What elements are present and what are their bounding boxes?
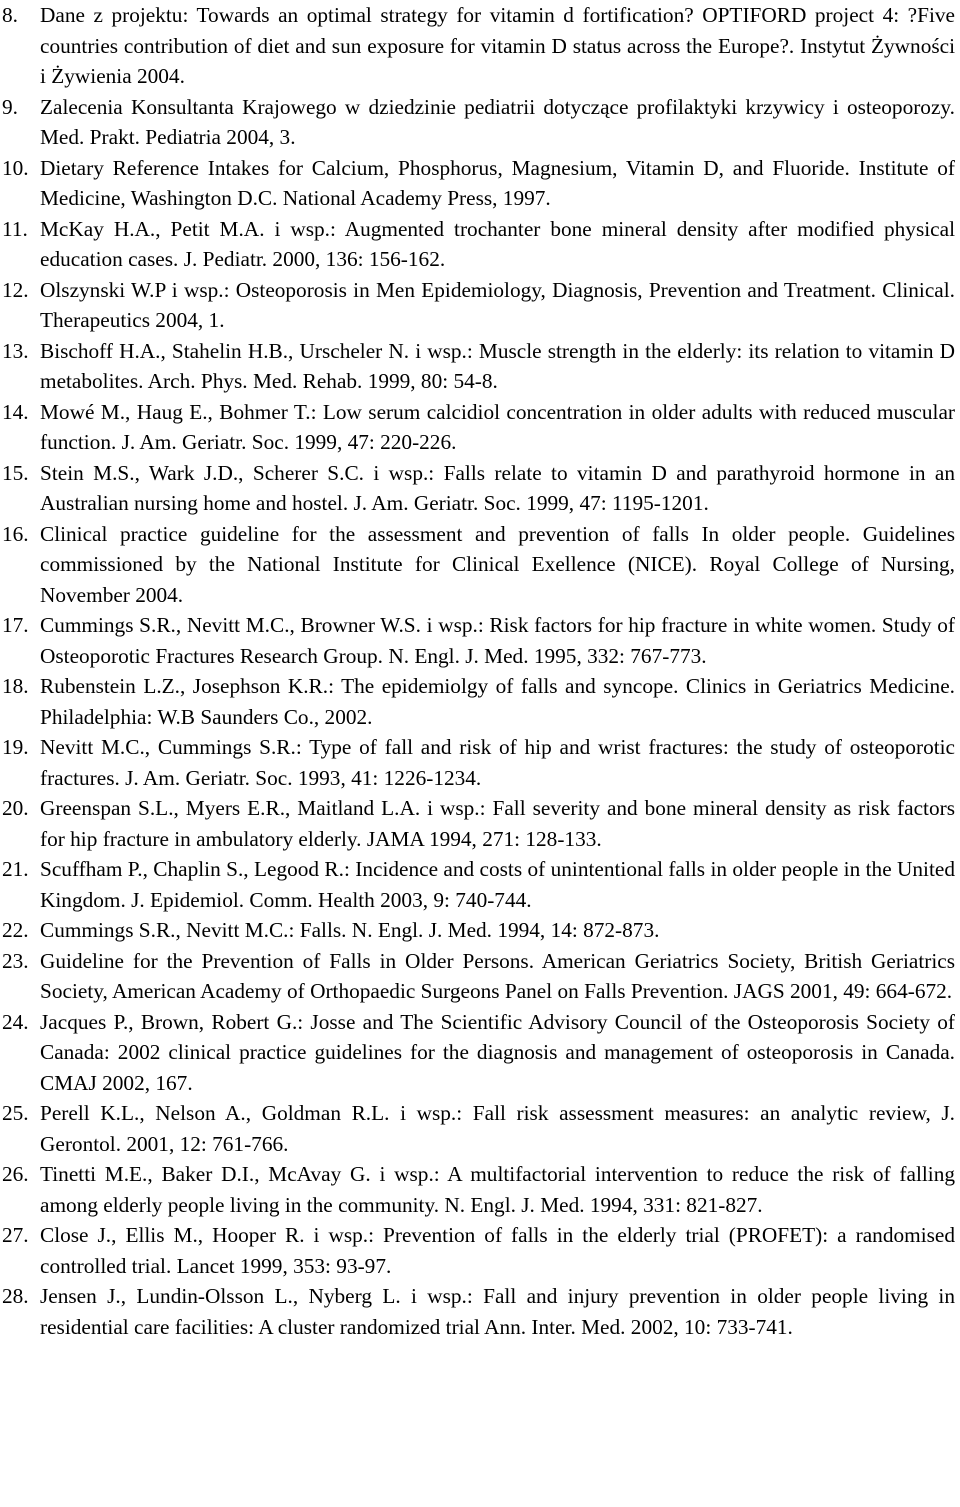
reference-text: Jensen J., Lundin-Olsson L., Nyberg L. i wsp.: Fall and injury prevention in older people living in residential care facilities: A cluster randomized trial Ann. Inter. Med. 2002, 10: 733-741. — [40, 1284, 955, 1339]
reference-item — [2, 153, 955, 214]
reference-number: 25. — [2, 1101, 29, 1125]
reference-item — [2, 732, 955, 793]
reference-item — [2, 1159, 955, 1220]
reference-text: Mowé M., Haug E., Bohmer T.: Low serum calcidiol concentration in older adults with reduced muscular function. J. Am. Geriatr. Soc. 1999, 47: 220-226. — [40, 399, 955, 454]
reference-item — [2, 854, 955, 915]
reference-number: 9. — [2, 94, 18, 119]
reference-item — [2, 946, 955, 1007]
reference-text: Perell K.L., Nelson A., Goldman R.L. i wsp.: Fall risk assessment measures: an analytic review, J. Gerontol. 2001, 12: 761-766. — [40, 1101, 955, 1156]
reference-number: 20. — [2, 796, 29, 820]
reference-item — [2, 275, 955, 336]
reference-text: Dietary Reference Intakes for Calcium, Phosphorus, Magnesium, Vitamin D, and Fluoride. Institute of Medicine, Washington D.C. National Academy Press, 1997. — [40, 155, 955, 210]
reference-number: 16. — [2, 521, 29, 546]
reference-text: McKay H.A., Petit M.A. i wsp.: Augmented trochanter bone mineral density after modified physical education cases. J. Pediatr. 2000, 136: 156-162. — [40, 216, 955, 271]
reference-number: 19. — [2, 735, 29, 759]
reference-text: Greenspan S.L., Myers E.R., Maitland L.A. i wsp.: Fall severity and bone mineral density as risk factors for hip fracture in ambulatory elderly. JAMA 1994, 271: 128-133. — [40, 796, 955, 851]
reference-number: 8. — [2, 3, 18, 27]
reference-number: 26. — [2, 1162, 29, 1186]
reference-text: Nevitt M.C., Cummings S.R.: Type of fall and risk of hip and wrist fractures: the study of osteoporotic fractures. J. Am. Geriatr. Soc. 1993, 41: 1226-1234. — [40, 735, 955, 790]
reference-item — [2, 0, 955, 92]
reference-item — [2, 1220, 955, 1281]
reference-item — [2, 92, 955, 153]
reference-item — [2, 1007, 955, 1099]
reference-number: 14. — [2, 399, 29, 424]
reference-number: 23. — [2, 948, 29, 973]
reference-number: 24. — [2, 1009, 29, 1034]
reference-text: Scuffham P., Chaplin S., Legood R.: Incidence and costs of unintentional falls in older people in the United Kingdom. J. Epidemiol. Comm. Health 2003, 9: 740-744. — [40, 857, 955, 912]
reference-text: Tinetti M.E., Baker D.I., McAvay G. i wsp.: A multifactorial intervention to reduce the risk of falling among elderly people living in the community. N. Engl. J. Med. 1994, 331: 821-827. — [40, 1162, 955, 1217]
reference-item — [2, 915, 955, 946]
reference-text: Jacques P., Brown, Robert G.: Josse and The Scientific Advisory Council of the Osteoporosis Society of Canada: 2002 clinical practice guidelines for the diagnosis and management of osteoporosis in Canada. CMAJ 2002, 167. — [40, 1009, 955, 1095]
reference-text: Bischoff H.A., Stahelin H.B., Urscheler N. i wsp.: Muscle strength in the elderly: its relation to vitamin D metabolites. Arch. Phys. Med. Rehab. 1999, 80: 54-8. — [40, 338, 955, 393]
reference-item — [2, 214, 955, 275]
reference-item — [2, 336, 955, 397]
reference-number: 28. — [2, 1284, 29, 1308]
reference-number: 22. — [2, 918, 29, 942]
reference-text: Close J., Ellis M., Hooper R. i wsp.: Prevention of falls in the elderly trial (PROFET): a randomised controlled trial. Lancet 1999, 353: 93-97. — [40, 1223, 955, 1278]
reference-item — [2, 397, 955, 458]
reference-text: Dane z projektu: Towards an optimal strategy for vitamin d fortification? OPTIFORD project 4: ?Five countries contribution of diet and sun exposure for vitamin D status across the Europe?. Instytut Żywności i Żywienia 2004. — [40, 3, 955, 88]
reference-item — [2, 793, 955, 854]
reference-number: 11. — [2, 216, 28, 241]
reference-number: 18. — [2, 674, 29, 698]
reference-item — [2, 1281, 955, 1342]
reference-text: Cummings S.R., Nevitt M.C., Browner W.S. i wsp.: Risk factors for hip fracture in white women. Study of Osteoporotic Fractures Research Group. N. Engl. J. Med. 1995, 332: 767-773. — [40, 613, 955, 668]
reference-list — [2, 0, 955, 1342]
reference-text: Stein M.S., Wark J.D., Scherer S.C. i wsp.: Falls relate to vitamin D and parathyroid hormone in an Australian nursing home and hostel. J. Am. Geriatr. Soc. 1999, 47: 1195-1201. — [40, 460, 955, 515]
reference-item — [2, 671, 955, 732]
reference-number: 12. — [2, 277, 29, 302]
reference-number: 21. — [2, 857, 29, 881]
reference-number: 15. — [2, 460, 29, 485]
reference-number: 27. — [2, 1223, 29, 1247]
reference-number: 10. — [2, 155, 29, 180]
reference-item — [2, 458, 955, 519]
reference-text: Clinical practice guideline for the assessment and prevention of falls In older people. Guidelines commissioned by the National Institute for Clinical Exellence (NICE). Royal College of Nursing, November 2004. — [40, 521, 955, 607]
reference-item — [2, 519, 955, 611]
reference-text: Olszynski W.P i wsp.: Osteoporosis in Men Epidemiology, Diagnosis, Prevention and Treatment. Clinical. Therapeutics 2004, 1. — [40, 277, 955, 332]
reference-number: 13. — [2, 338, 29, 363]
reference-text: Rubenstein L.Z., Josephson K.R.: The epidemiolgy of falls and syncope. Clinics in Geriatrics Medicine. Philadelphia: W.B Saunders Co., 2002. — [40, 674, 955, 729]
reference-item — [2, 610, 955, 671]
reference-number: 17. — [2, 613, 29, 637]
reference-text: Cummings S.R., Nevitt M.C.: Falls. N. Engl. J. Med. 1994, 14: 872-873. — [40, 918, 660, 942]
reference-item — [2, 1098, 955, 1159]
reference-text: Guideline for the Prevention of Falls in Older Persons. American Geriatrics Society, British Geriatrics Society, American Academy of Orthopaedic Surgeons Panel on Falls Prevention. JAGS 2001, 49: 664-672. — [40, 948, 955, 1003]
reference-text: Zalecenia Konsultanta Krajowego w dziedzinie pediatrii dotyczące profilaktyki krzywicy i osteoporozy. Med. Prakt. Pediatria 2004, 3. — [40, 94, 955, 149]
